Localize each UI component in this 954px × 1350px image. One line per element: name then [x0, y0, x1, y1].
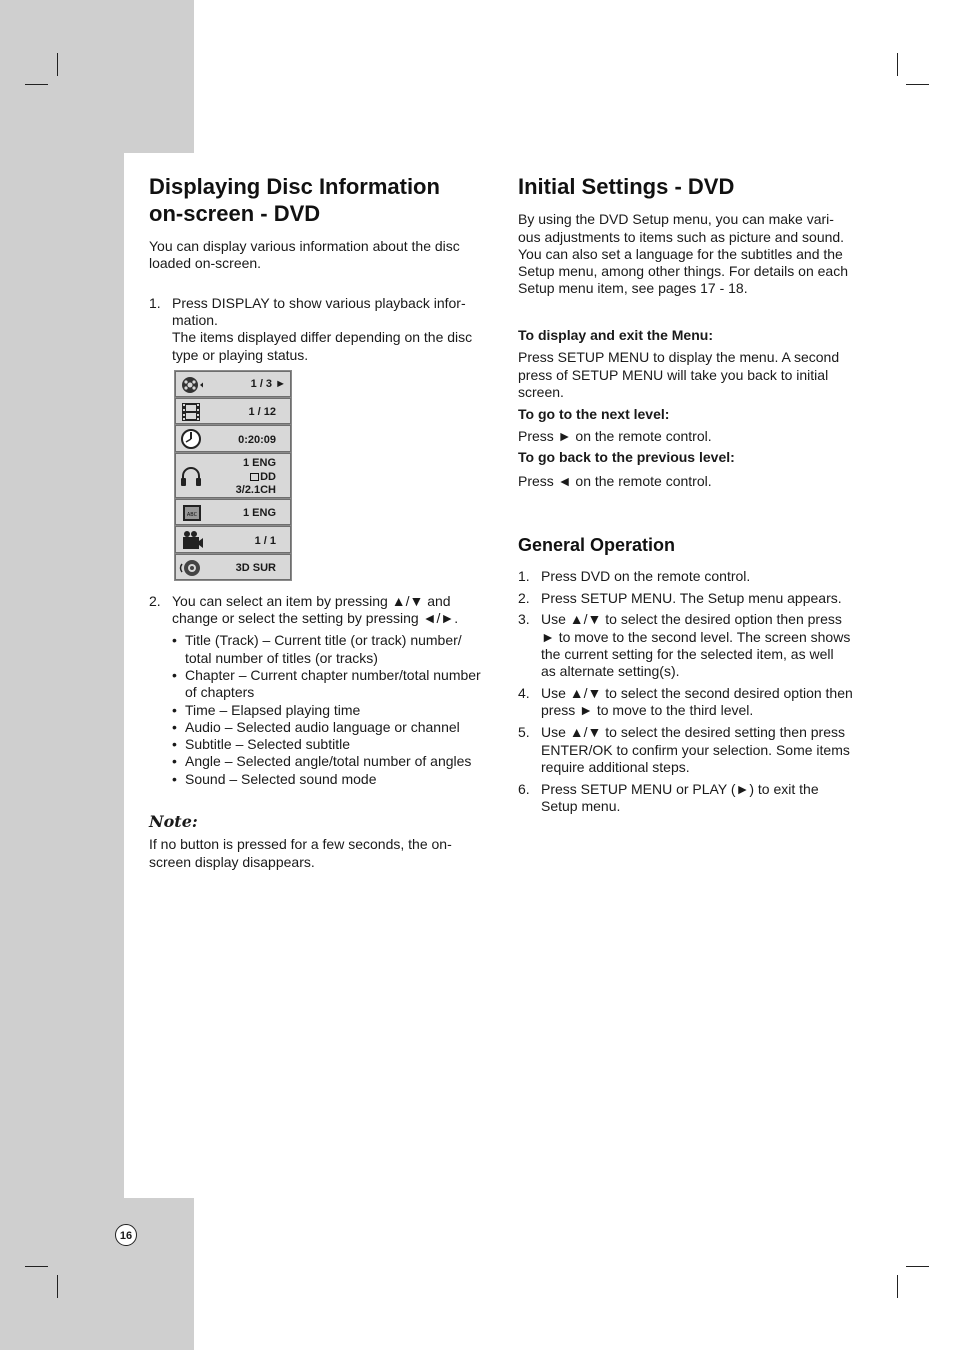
- step1-line: The items displayed differ depending on the disc: [172, 329, 473, 345]
- step2-line: change or select the setting by pressing ◄/►.: [172, 610, 459, 626]
- general-step-line: press ► to move to the third level.: [541, 702, 754, 718]
- step-number: 2.: [149, 593, 161, 609]
- step-number: 3.: [518, 611, 530, 627]
- osd-subtitle-value: 1 ENG: [242, 507, 276, 519]
- bullet-dot: •: [172, 771, 177, 787]
- bullet-dot: •: [172, 667, 177, 683]
- general-step-line: require additional steps.: [541, 759, 690, 775]
- general-step-line: Press SETUP MENU or PLAY (►) to exit the: [541, 781, 819, 797]
- step1-line: type or playing status.: [172, 347, 309, 363]
- osd-row-time: [175, 425, 291, 452]
- bullet-dot: •: [172, 719, 177, 735]
- right-intro-line: ous adjustments to items such as picture and sound.: [518, 229, 845, 245]
- step1-line: mation.: [172, 312, 218, 328]
- camera-angle-icon: [178, 529, 204, 551]
- bullet-dot: •: [172, 702, 177, 718]
- crop-mark: [57, 53, 58, 76]
- general-step-line: Use ▲/▼ to select the desired setting then press: [541, 724, 845, 740]
- note-line: If no button is pressed for a few seconds, the on-: [149, 836, 452, 852]
- film-strip-icon: [178, 401, 204, 423]
- display-menu-line: Press SETUP MENU to display the menu. A second: [518, 349, 840, 365]
- general-step-line: Use ▲/▼ to select the second desired option then: [541, 685, 853, 701]
- note-heading: Note:: [149, 812, 198, 831]
- clock-icon: [178, 428, 204, 450]
- step-number: 4.: [518, 685, 530, 701]
- left-intro-line: loaded on-screen.: [149, 255, 262, 271]
- osd-chapter-value: 1 / 12: [248, 406, 276, 418]
- bullet-line: Audio – Selected audio language or channel: [185, 719, 460, 735]
- left-title-line1: Displaying Disc Information: [149, 174, 440, 199]
- general-operation-title: General Operation: [518, 535, 676, 555]
- step1-line: Press DISPLAY to show various playback infor-: [172, 295, 466, 311]
- next-level-text: Press ► on the remote control.: [518, 428, 712, 444]
- sound-mode-icon: [178, 557, 204, 579]
- osd-time-value: 0:20:09: [238, 434, 276, 446]
- bullet-line: Angle – Selected angle/total number of angles: [185, 753, 472, 769]
- osd-row-title: [175, 371, 291, 397]
- margin-band-top: [0, 0, 194, 153]
- step2-line: You can select an item by pressing ▲/▼ and: [172, 593, 451, 609]
- bullet-line: of chapters: [185, 684, 255, 700]
- page-number: 16: [115, 1224, 137, 1246]
- bullet-line: Sound – Selected sound mode: [185, 771, 377, 787]
- crop-mark: [57, 1275, 58, 1298]
- step-number: 6.: [518, 781, 530, 797]
- left-title-line2: on-screen - DVD: [149, 201, 321, 226]
- bullet-dot: •: [172, 736, 177, 752]
- bullet-line: Title (Track) – Current title (or track) number/: [185, 632, 462, 648]
- osd-title-value: 1 / 3 ►: [250, 378, 286, 390]
- dolby-digital-icon: [250, 473, 259, 481]
- step-number: 1.: [149, 295, 161, 311]
- crop-mark: [25, 1266, 48, 1267]
- step-number: 5.: [518, 724, 530, 740]
- general-step-line: ENTER/OK to confirm your selection. Some items: [541, 742, 850, 758]
- osd-row-subtitle: [175, 499, 291, 525]
- bullet-dot: •: [172, 632, 177, 648]
- general-step-line: ► to move to the second level. The screen shows: [541, 629, 851, 645]
- note-line: screen display disappears.: [149, 854, 315, 870]
- display-menu-line: press of SETUP MENU will take you back to initial: [518, 367, 829, 383]
- subtitle-icon: [178, 502, 204, 524]
- margin-band-left: [0, 153, 124, 1198]
- bullet-line: Chapter – Current chapter number/total number: [185, 667, 481, 683]
- bullet-line: Time – Elapsed playing time: [185, 702, 361, 718]
- osd-audio-channels: 3/2.1CH: [235, 484, 276, 496]
- next-level-heading: To go to the next level:: [518, 406, 670, 422]
- display-menu-heading: To display and exit the Menu:: [518, 327, 713, 343]
- crop-mark: [897, 1275, 898, 1298]
- osd-angle-value: 1 / 1: [254, 535, 276, 547]
- right-intro-line: Setup menu, among other things. For details on each: [518, 263, 848, 279]
- previous-level-heading: To go back to the previous level:: [518, 449, 735, 465]
- general-step-line: as alternate setting(s).: [541, 663, 680, 679]
- display-menu-line: screen.: [518, 384, 564, 400]
- step-number: 2.: [518, 590, 530, 606]
- osd-row-sound: [175, 554, 291, 580]
- general-step-line: the current setting for the selected item, as well: [541, 646, 834, 662]
- general-step-line: Press SETUP MENU. The Setup menu appears.: [541, 590, 842, 606]
- osd-audio-language: 1 ENG: [242, 457, 276, 469]
- disc-icon: [178, 374, 204, 396]
- crop-mark: [897, 53, 898, 76]
- general-step-line: Setup menu.: [541, 798, 621, 814]
- crop-mark: [25, 84, 48, 85]
- osd-display-panel: [174, 370, 292, 581]
- general-step-line: Press DVD on the remote control.: [541, 568, 751, 584]
- right-title: Initial Settings - DVD: [518, 174, 735, 199]
- right-intro-line: By using the DVD Setup menu, you can make vari-: [518, 211, 834, 227]
- bullet-line: Subtitle – Selected subtitle: [185, 736, 350, 752]
- left-intro-line: You can display various information about the disc: [149, 238, 460, 254]
- bullet-line: total number of titles (or tracks): [185, 650, 378, 666]
- previous-level-text: Press ◄ on the remote control.: [518, 473, 712, 489]
- osd-row-angle: [175, 526, 291, 553]
- crop-mark: [906, 84, 929, 85]
- crop-mark: [906, 1266, 929, 1267]
- osd-row-audio: [175, 453, 291, 498]
- svg-text:ABC: ABC: [186, 512, 198, 518]
- headphones-icon: [178, 465, 204, 487]
- margin-band-bottom: [0, 1198, 194, 1350]
- step-number: 1.: [518, 568, 530, 584]
- right-intro-line: Setup menu item, see pages 17 - 18.: [518, 280, 748, 296]
- osd-audio-format: DD: [250, 471, 276, 484]
- right-intro-line: You can also set a language for the subtitles and the: [518, 246, 843, 262]
- bullet-dot: •: [172, 753, 177, 769]
- osd-sound-value: 3D SUR: [235, 562, 276, 574]
- general-step-line: Use ▲/▼ to select the desired option then press: [541, 611, 842, 627]
- osd-row-chapter: [175, 398, 291, 424]
